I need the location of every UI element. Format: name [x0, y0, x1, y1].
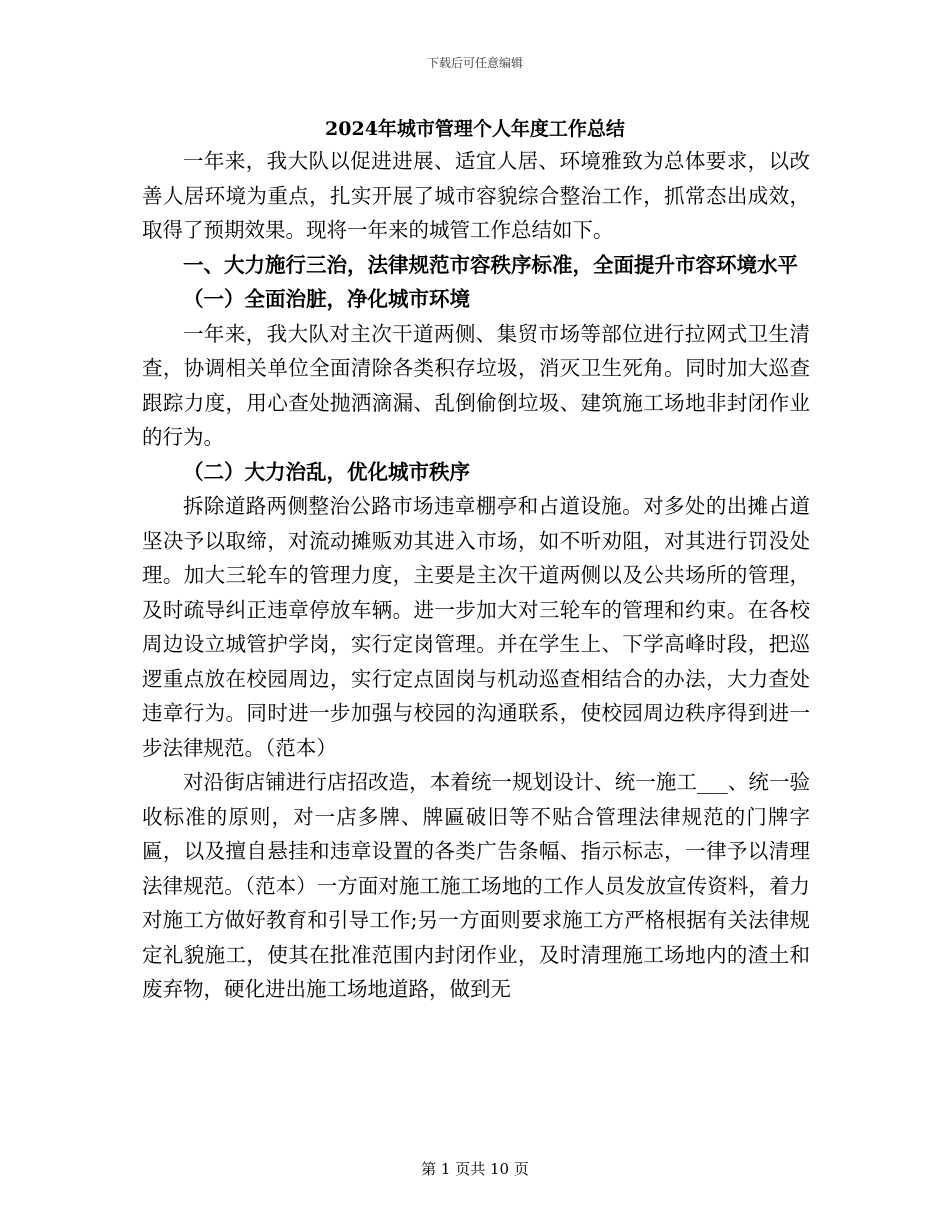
page-footer-number: 第 1 页共 10 页 — [421, 1160, 529, 1178]
section-heading-1: 一、大力施行三治，法律规范市容秩序标准，全面提升市容环境水平 — [183, 252, 798, 277]
subsection-heading-2: （二）大力治乱，优化城市秩序 — [183, 459, 470, 484]
document-body — [142, 144, 810, 1007]
body-paragraph: 拆除道路两侧整治公路市场违章棚亭和占道设施。对多处的出摊占道坚决予以取缔，对流动摊贩劝其进入市场，如不听劝阻，对其进行罚没处理。加大三轮车的管理力度，主要是主次干道两侧以及公共场所的管理，及时疏导纠正违章停放车辆。进一步加大对三轮车的管理和约束。在各校周边设立城管护学岗，实行定岗管理。并在学生上、下学高峰时段，把巡逻重点放在校园周边，实行定点固岗与机动巡查相结合的办法，大力查处违章行为。同时进一步加强与校园的沟通联系，使校园周边秩序得到进一步法律规范。（范本） — [142, 494, 810, 760]
page-header-note: 下载后可任意编辑 — [426, 56, 523, 70]
intro-paragraph: 一年来，我大队以促进进展、适宜人居、环境雅致为总体要求，以改善人居环境为重点，扎实开展了城市容貌综合整治工作，抓常态出成效，取得了预期效果。现将一年来的城管工作总结如下。 — [142, 149, 810, 242]
document-title: 2024年城市管理个人年度工作总结 — [325, 118, 625, 140]
body-paragraph: 一年来，我大队对主次干道两侧、集贸市场等部位进行拉网式卫生清查，协调相关单位全面清除各类积存垃圾，消灭卫生死角。同时加大巡查跟踪力度，用心查处抛洒滴漏、乱倒偷倒垃圾、建筑施工场地非封闭作业的行为。 — [142, 321, 810, 449]
subsection-heading-1: （一）全面治脏，净化城市环境 — [183, 287, 470, 311]
body-paragraph: 对沿街店铺进行店招改造，本着统一规划设计、统一施工___、统一验收标准的原则，对一店多牌、牌匾破旧等不贴合管理法律规范的门牌字匾，以及擅自悬挂和违章设置的各类广告条幅、指示标志，一律予以清理法律规范。（范本）一方面对施工施工场地的工作人员发放宣传资料，着力对施工方做好教育和引导工作;另一方面则要求施工方严格根据有关法律规定礼貌施工，使其在批准范围内封闭作业，及时清理施工场地内的渣土和废弃物，硬化进出施工场地道路，做到无 — [142, 770, 810, 1001]
